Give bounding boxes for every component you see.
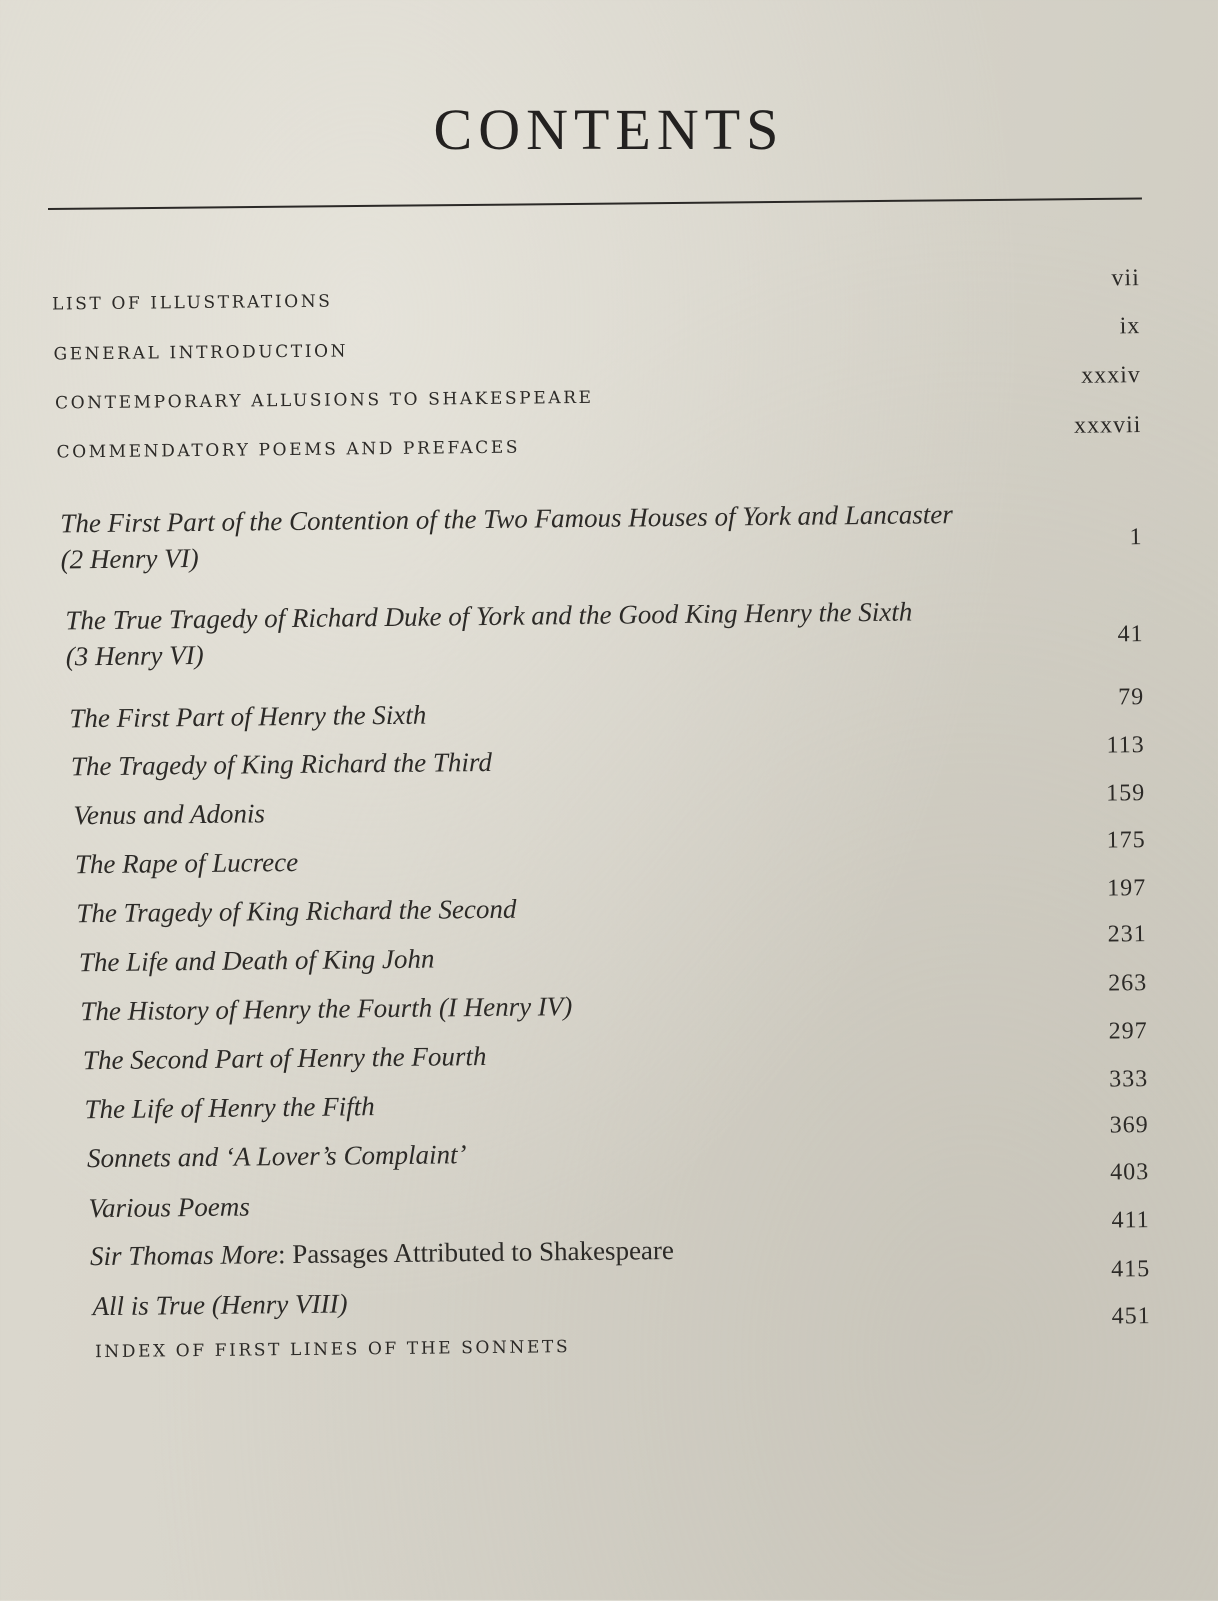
toc-entry bbox=[3, 590, 1218, 672]
toc-entry-title-italic: Sir Thomas More bbox=[89, 1239, 279, 1272]
toc-entry-subtitle: (2 Henry VI) bbox=[60, 542, 199, 575]
toc-entry bbox=[7, 921, 1218, 978]
toc-entry-page: xxxiv bbox=[1081, 362, 1141, 389]
toc-entry-title: All is True (Henry VIII) bbox=[92, 1288, 348, 1322]
toc-entry bbox=[5, 732, 1218, 782]
toc-entry-page: 197 bbox=[1107, 875, 1147, 902]
toc-entry-title: The History of Henry the Fourth (I Henry IV) bbox=[80, 991, 573, 1027]
toc-entry-page: 159 bbox=[1106, 780, 1146, 807]
toc-entry-title-suffix: : Passages Attributed to Shakespeare bbox=[277, 1235, 675, 1270]
toc-entry-title: The Second Part of Henry the Fourth bbox=[82, 1040, 487, 1076]
toc-entry-title: The True Tragedy of Richard Duke of York and the Good King Henry the Sixth bbox=[65, 596, 913, 636]
toc-entry-title: The Life of Henry the Fifth bbox=[84, 1091, 375, 1125]
toc-entry-title: LIST OF ILLUSTRATIONS bbox=[51, 291, 333, 315]
toc-entry-title: The First Part of the Contention of the Two Famous Houses of York and Lancaster bbox=[60, 499, 953, 539]
toc-entry bbox=[2, 493, 1218, 575]
toc-entry-page: 411 bbox=[1111, 1207, 1150, 1234]
toc-entry-page: 175 bbox=[1106, 827, 1146, 854]
toc-entry-subtitle: (3 Henry VI) bbox=[65, 639, 204, 672]
toc-entry-title: CONTEMPORARY ALLUSIONS TO SHAKESPEARE bbox=[54, 387, 594, 414]
toc-entry-page: 41 bbox=[1117, 621, 1144, 648]
toc-entry-title: INDEX OF FIRST LINES OF THE SONNETS bbox=[94, 1337, 571, 1363]
toc-entry-title: The Rape of Lucrece bbox=[74, 846, 299, 880]
toc-entry bbox=[7, 970, 1218, 1027]
toc-entry-title: Venus and Adonis bbox=[73, 798, 266, 831]
toc-entry-page: 415 bbox=[1111, 1256, 1151, 1283]
toc-entry bbox=[1, 412, 1218, 463]
toc-entry bbox=[1, 362, 1218, 414]
toc-entry-page: vii bbox=[1111, 265, 1140, 292]
toc-entry-page: 263 bbox=[1108, 970, 1148, 997]
toc-entry-page: 403 bbox=[1110, 1159, 1150, 1186]
page-heading: CONTENTS bbox=[433, 97, 785, 162]
toc-entry bbox=[8, 1066, 1218, 1125]
toc-entry-page: xxxvii bbox=[1073, 412, 1142, 439]
toc-entry bbox=[6, 827, 1218, 880]
toc-entry-title: The Life and Death of King John bbox=[78, 943, 435, 978]
toc-entry-title: COMMENDATORY POEMS AND PREFACES bbox=[56, 437, 521, 463]
toc-entry-title bbox=[90, 1232, 674, 1274]
toc-entry-title: The Tragedy of King Richard the Third bbox=[70, 746, 493, 782]
toc-entry bbox=[0, 313, 1218, 365]
toc-entry bbox=[6, 875, 1218, 929]
toc-entry-page: 451 bbox=[1111, 1303, 1151, 1330]
toc-entry-title: The First Part of Henry the Sixth bbox=[69, 699, 427, 734]
toc-entry-title: GENERAL INTRODUCTION bbox=[53, 341, 349, 365]
toc-entry-page: 333 bbox=[1109, 1066, 1149, 1093]
toc-entry-page: 231 bbox=[1107, 921, 1147, 948]
toc-entry-title: Various Poems bbox=[88, 1191, 250, 1224]
toc-entry bbox=[5, 780, 1218, 831]
toc-entry-title: The Tragedy of King Richard the Second bbox=[76, 893, 517, 929]
toc-entry-page: 113 bbox=[1106, 732, 1145, 759]
toc-entry-page: 369 bbox=[1109, 1112, 1149, 1139]
toc-entry bbox=[4, 684, 1218, 734]
toc-entry-page: 297 bbox=[1108, 1018, 1148, 1045]
toc-entry-page: 1 bbox=[1129, 524, 1143, 551]
toc-entry bbox=[0, 265, 1218, 315]
toc-entry-page: 79 bbox=[1118, 684, 1145, 711]
toc-entry-page: ix bbox=[1119, 313, 1141, 340]
toc-entry-title: Sonnets and ‘A Lover’s Complaint’ bbox=[86, 1139, 467, 1174]
toc-entry bbox=[8, 1018, 1218, 1076]
